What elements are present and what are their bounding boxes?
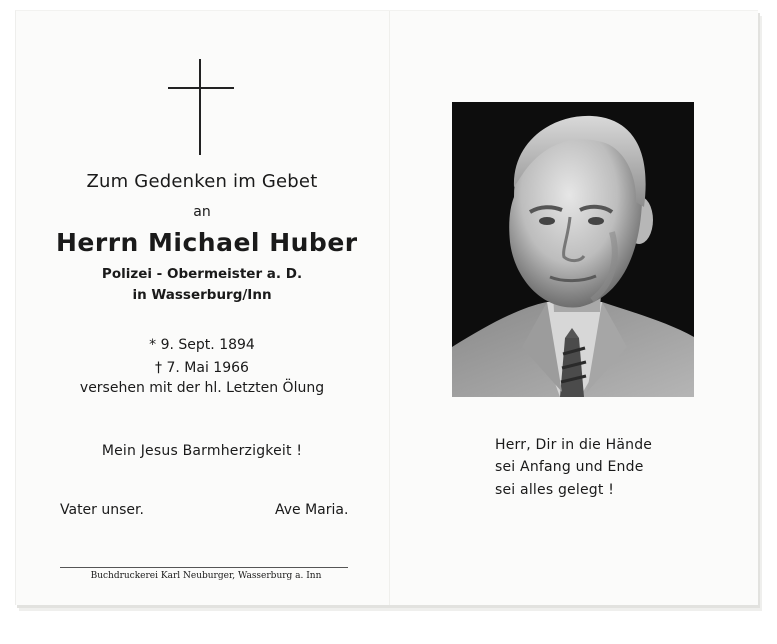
prayer-ave-maria: Ave Maria. xyxy=(275,502,349,518)
intro-text: Zum Gedenken im Gebet xyxy=(86,171,318,192)
portrait-photo xyxy=(452,102,694,397)
verse-line-2: sei Anfang und Ende xyxy=(495,459,644,475)
verse-line-1: Herr, Dir in die Hände xyxy=(495,437,653,453)
prayer-vater-unser: Vater unser. xyxy=(60,502,144,518)
cross-icon xyxy=(168,59,234,155)
deceased-name: Herrn Michael Huber xyxy=(56,228,358,257)
card-fold xyxy=(389,11,390,605)
printer-credit: Buchdruckerei Karl Neuburger, Wasserburg a. Inn xyxy=(90,571,322,581)
death-date: † 7. Mai 1966 xyxy=(155,360,249,376)
rank-title: Polizei - Obermeister a. D. xyxy=(101,266,303,282)
portrait-illustration xyxy=(452,102,694,397)
sacrament-note: versehen mit der hl. Letzten Ölung xyxy=(79,380,325,396)
printer-divider xyxy=(60,567,348,568)
birth-date: * 9. Sept. 1894 xyxy=(149,337,255,353)
prayer-motto: Mein Jesus Barmherzigkeit ! xyxy=(101,443,303,459)
an-text: an xyxy=(193,204,211,220)
memorial-card xyxy=(15,10,758,605)
verse-line-3: sei alles gelegt ! xyxy=(495,482,615,498)
residence: in Wasserburg/Inn xyxy=(132,287,272,303)
